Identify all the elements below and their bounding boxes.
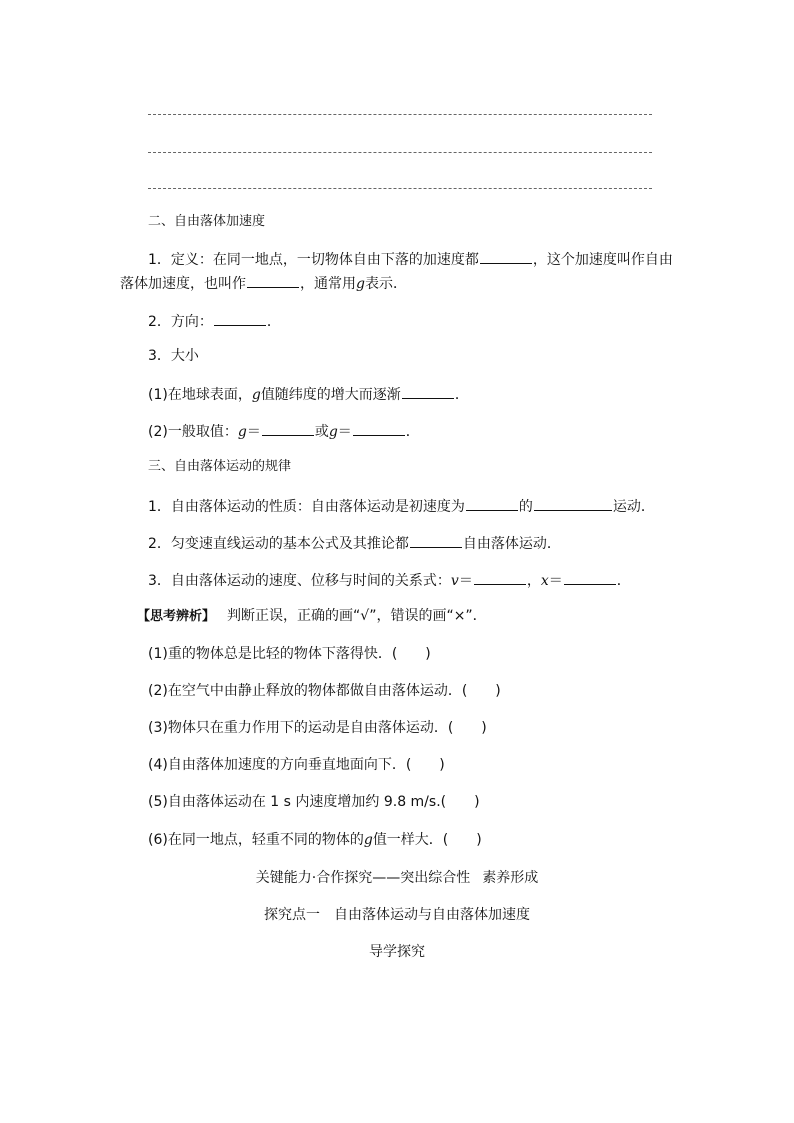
answer-blank-initial-velocity[interactable] (466, 496, 518, 511)
judge-item-text: (2)在空气中由静止释放的物体都做自由落体运动．( ) (148, 683, 501, 699)
section3-heading-text: 三、自由落体运动的规律 (148, 459, 292, 474)
key-ability-title (0, 869, 794, 887)
formula-apply-text-1: 2．匀变速直线运动的基本公式及其推论都 (148, 536, 409, 552)
symbol-g: g (356, 276, 365, 292)
definition-text-2: ，这个加速度叫作自由 (532, 252, 673, 268)
judge-item-6 (148, 831, 482, 849)
definition-line-1 (148, 249, 673, 269)
magnitude-sub1-text: 值随纬度的增大而逐渐 (260, 387, 401, 403)
magnitude-sub2-end: ． (405, 424, 420, 440)
judge-item-6-suffix: 值一样大．( ) (372, 832, 482, 848)
answer-blank-direction[interactable] (214, 311, 266, 326)
definition-text-4: ，通常用 (300, 276, 356, 292)
formula-apply-line (148, 533, 561, 553)
equals-sign: ＝ (458, 573, 473, 589)
symbol-x: x (540, 573, 549, 589)
symbol-g: g (328, 424, 338, 440)
direction-end: ． (266, 314, 281, 330)
answer-blank-applicable[interactable] (410, 533, 462, 548)
magnitude-title-text: 3．大小 (148, 348, 199, 364)
definition-text-1: 1．定义：在同一地点，一切物体自由下落的加速度都 (148, 252, 479, 268)
symbol-g: g (251, 387, 261, 403)
direction-label: 2．方向： (148, 314, 213, 330)
answer-blank-definition-2[interactable] (247, 273, 299, 288)
equals-sign: ＝ (246, 424, 261, 440)
judge-item-6-prefix: (6)在同一地点，轻重不同的物体的 (148, 832, 364, 848)
section3-heading (148, 458, 291, 476)
relation-line (148, 570, 631, 590)
answer-blank-velocity-formula[interactable] (474, 570, 526, 585)
separator: ， (526, 573, 541, 589)
section2-heading (148, 213, 265, 231)
judge-item-3 (148, 719, 487, 737)
definition-line-2 (120, 273, 407, 293)
judge-item-text: (3)物体只在重力作用下的运动是自由落体运动．( ) (148, 720, 487, 736)
magnitude-sub1-end: ． (454, 387, 469, 403)
guide-explore-text: 导学探究 (369, 944, 425, 960)
judge-item-text: (4)自由落体加速度的方向垂直地面向下．( ) (148, 757, 445, 773)
dashed-line-2 (148, 152, 652, 153)
magnitude-sub2-prefix: (2)一般取值： (148, 424, 238, 440)
direction-line (148, 311, 281, 331)
answer-blank-g-value-1[interactable] (262, 421, 314, 436)
nature-text-1: 1．自由落体运动的性质：自由落体运动是初速度为 (148, 499, 465, 515)
judge-item-5 (148, 793, 480, 811)
key-ability-title-left: 关键能力·合作探究——突出综合性 (255, 870, 471, 886)
answer-blank-definition-1[interactable] (480, 249, 532, 264)
symbol-g: g (237, 424, 247, 440)
or-text: 或 (314, 424, 329, 440)
magnitude-title (148, 347, 199, 365)
judge-item-2 (148, 682, 501, 700)
definition-text-3: 落体加速度，也叫作 (120, 276, 246, 292)
judge-item-1 (148, 645, 431, 663)
dashed-line-3 (148, 188, 652, 189)
nature-text-2: 的 (518, 499, 533, 515)
formula-apply-text-2: 自由落体运动． (462, 536, 561, 552)
relation-text: 3．自由落体运动的速度、位移与时间的关系式： (148, 573, 451, 589)
symbol-v: v (450, 573, 459, 589)
explore-point-text: 探究点一 自由落体运动与自由落体加速度 (264, 907, 530, 923)
definition-text-5: 表示． (364, 276, 407, 292)
equals-sign: ＝ (337, 424, 352, 440)
answer-blank-displacement-formula[interactable] (564, 570, 616, 585)
magnitude-sub1-prefix: (1)在地球表面， (148, 387, 252, 403)
think-label: 【思考辨析】 (137, 609, 216, 624)
symbol-g: g (363, 832, 373, 848)
explore-point-title (0, 906, 794, 924)
answer-blank-motion-type[interactable] (534, 496, 612, 511)
judge-item-4 (148, 756, 445, 774)
answer-blank-latitude[interactable] (402, 384, 454, 399)
magnitude-sub2 (148, 421, 420, 441)
think-instruction: 判断正误，正确的画“√”，错误的画“×”． (227, 608, 487, 624)
relation-end: ． (616, 573, 631, 589)
dashed-line-1 (148, 114, 652, 115)
nature-text-3: 运动． (612, 499, 655, 515)
answer-blank-g-value-2[interactable] (353, 421, 405, 436)
judge-item-text: (5)自由落体运动在 1 s 内速度增加约 9.8 m/s.( ) (148, 794, 480, 810)
equals-sign: ＝ (548, 573, 563, 589)
magnitude-sub1 (148, 384, 469, 404)
nature-line (148, 496, 655, 516)
guide-explore-title (0, 943, 794, 961)
judge-item-text: (1)重的物体总是比轻的物体下落得快．( ) (148, 646, 431, 662)
think-instruction-line (137, 607, 487, 626)
section2-heading-text: 二、自由落体加速度 (148, 214, 266, 229)
key-ability-title-right: 素养形成 (482, 870, 539, 886)
